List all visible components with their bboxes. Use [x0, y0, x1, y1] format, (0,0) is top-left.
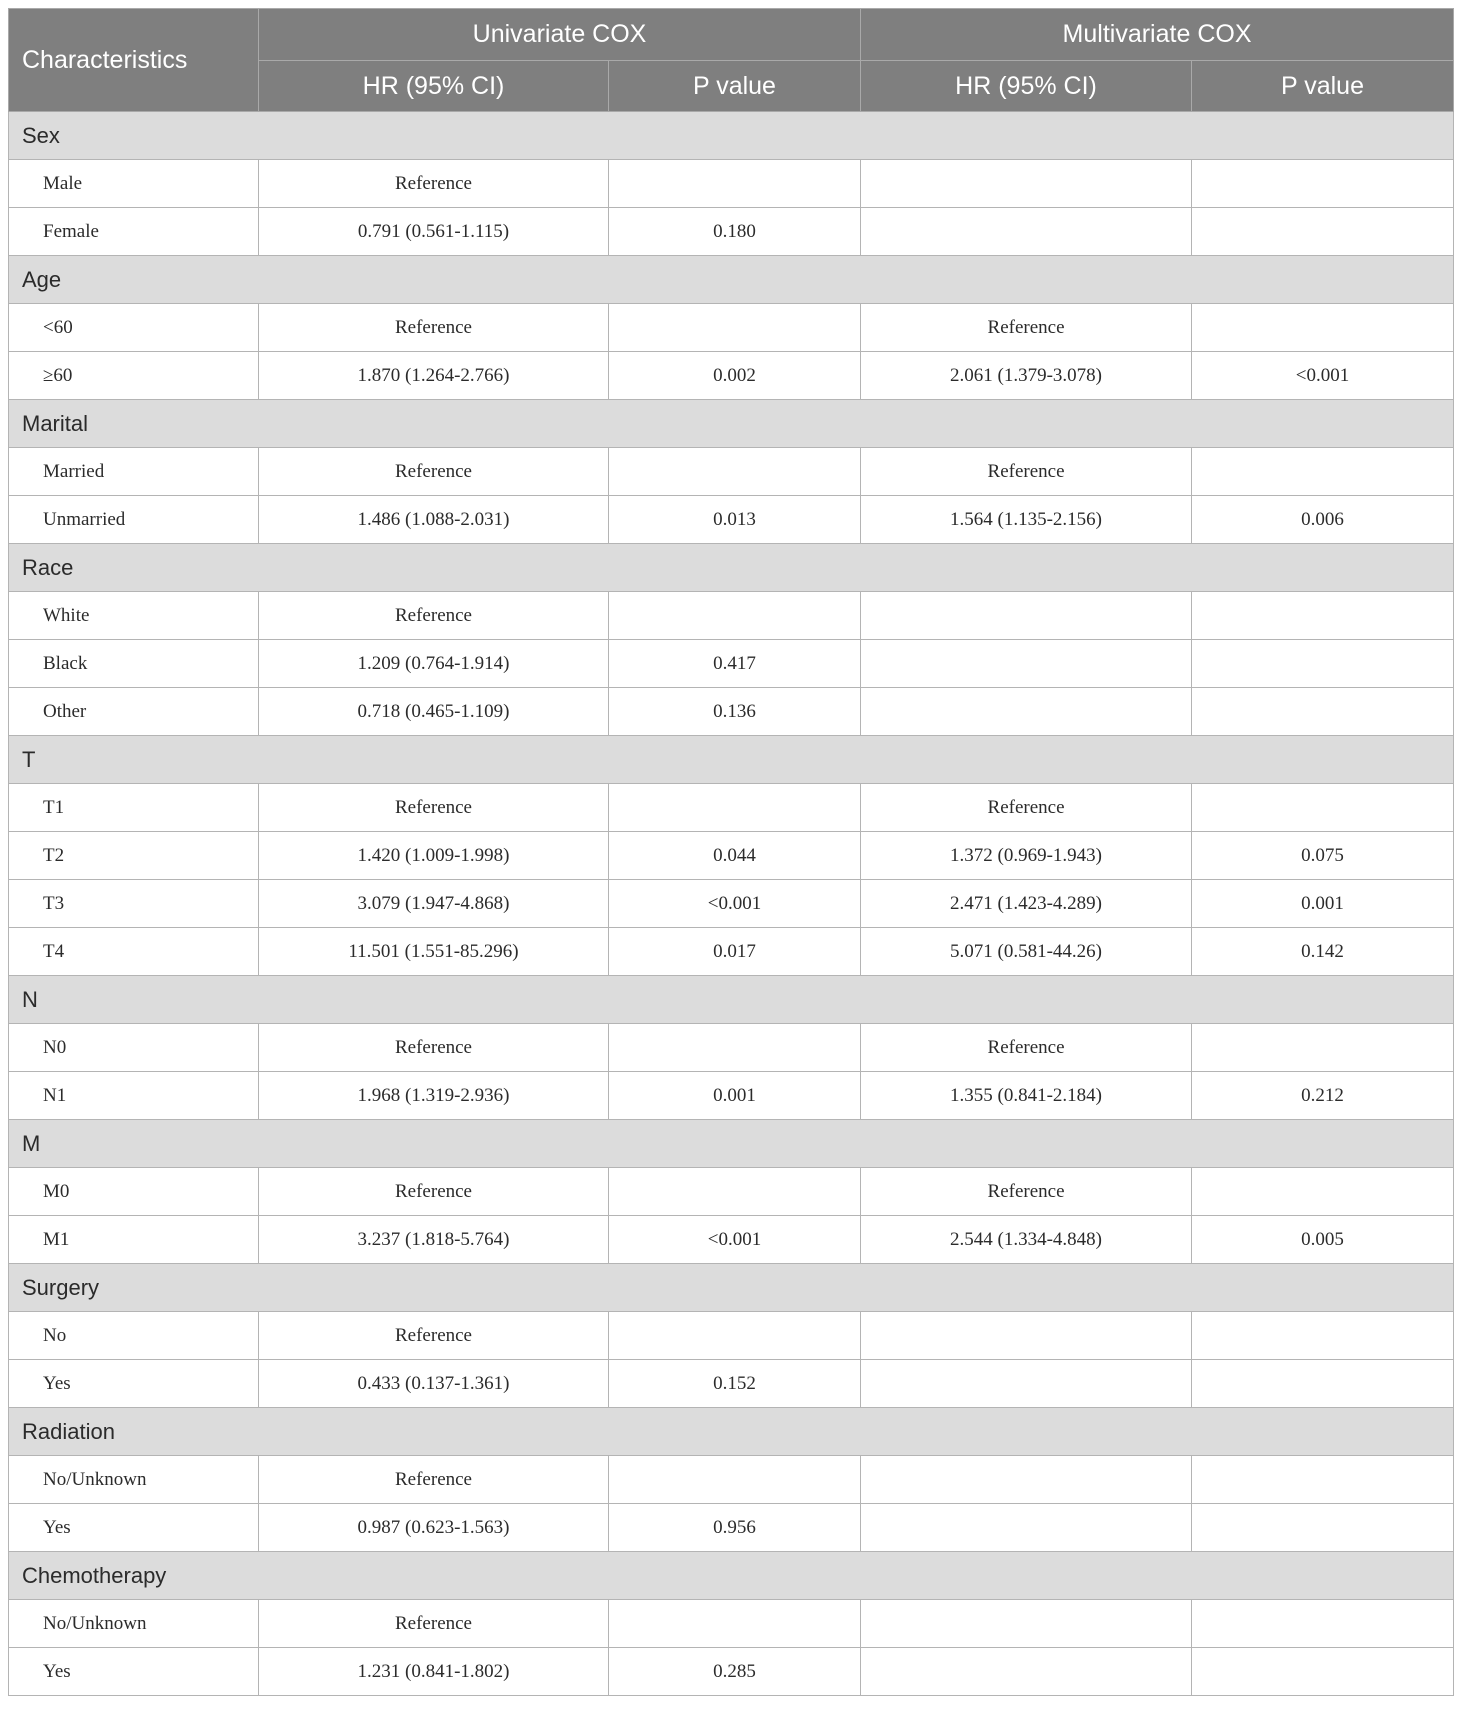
section-label: T — [9, 736, 1454, 784]
table-row — [9, 1216, 1454, 1264]
multivariate-hr-cell — [861, 1600, 1192, 1648]
table-row — [9, 832, 1454, 880]
table-row — [9, 160, 1454, 208]
univariate-hr-cell: 0.718 (0.465-1.109) — [259, 688, 609, 736]
univariate-hr-cell: Reference — [259, 592, 609, 640]
multivariate-hr-cell: 2.061 (1.379-3.078) — [861, 352, 1192, 400]
row-label: Unmarried — [9, 496, 259, 544]
multivariate-p-cell: 0.142 — [1192, 928, 1454, 976]
multivariate-p-cell — [1192, 1312, 1454, 1360]
section-row — [9, 112, 1454, 160]
table-row — [9, 1648, 1454, 1696]
multivariate-p-cell: 0.001 — [1192, 880, 1454, 928]
multivariate-p-cell: <0.001 — [1192, 352, 1454, 400]
section-label: Race — [9, 544, 1454, 592]
section-label: Marital — [9, 400, 1454, 448]
multivariate-p-cell — [1192, 784, 1454, 832]
multivariate-hr-cell: 1.355 (0.841-2.184) — [861, 1072, 1192, 1120]
section-row — [9, 1120, 1454, 1168]
multivariate-hr-cell — [861, 208, 1192, 256]
univariate-p-cell: 0.180 — [609, 208, 861, 256]
univariate-p-cell — [609, 592, 861, 640]
section-row — [9, 544, 1454, 592]
row-label: ≥60 — [9, 352, 259, 400]
univariate-p-cell: 0.044 — [609, 832, 861, 880]
univariate-hr-cell: 1.231 (0.841-1.802) — [259, 1648, 609, 1696]
table-row — [9, 1504, 1454, 1552]
multivariate-p-cell — [1192, 208, 1454, 256]
multivariate-p-cell: 0.005 — [1192, 1216, 1454, 1264]
row-label: T1 — [9, 784, 259, 832]
cox-regression-table — [8, 8, 1454, 1696]
univariate-p-cell — [609, 1600, 861, 1648]
univariate-hr-cell: 1.870 (1.264-2.766) — [259, 352, 609, 400]
section-label: Chemotherapy — [9, 1552, 1454, 1600]
table-row — [9, 1600, 1454, 1648]
multivariate-hr-cell: Reference — [861, 1168, 1192, 1216]
univariate-hr-cell: Reference — [259, 1312, 609, 1360]
row-label: Male — [9, 160, 259, 208]
row-label: No — [9, 1312, 259, 1360]
univariate-p-cell: 0.136 — [609, 688, 861, 736]
table-row — [9, 352, 1454, 400]
univariate-hr-cell: Reference — [259, 1600, 609, 1648]
univariate-p-cell — [609, 1024, 861, 1072]
univariate-hr-cell: 1.486 (1.088-2.031) — [259, 496, 609, 544]
univariate-hr-cell: 1.209 (0.764-1.914) — [259, 640, 609, 688]
multivariate-hr-cell: 2.544 (1.334-4.848) — [861, 1216, 1192, 1264]
table-row — [9, 784, 1454, 832]
row-label: T3 — [9, 880, 259, 928]
multivariate-hr-cell — [861, 1504, 1192, 1552]
section-row — [9, 1408, 1454, 1456]
multivariate-p-cell — [1192, 1024, 1454, 1072]
header-multivariate: Multivariate COX — [861, 9, 1454, 61]
univariate-p-cell: 0.013 — [609, 496, 861, 544]
multivariate-hr-cell: 2.471 (1.423-4.289) — [861, 880, 1192, 928]
table-row — [9, 1312, 1454, 1360]
table-body — [9, 112, 1454, 1696]
univariate-p-cell — [609, 1312, 861, 1360]
table-row — [9, 304, 1454, 352]
univariate-hr-cell: Reference — [259, 1456, 609, 1504]
row-label: Black — [9, 640, 259, 688]
multivariate-hr-cell: Reference — [861, 784, 1192, 832]
section-row — [9, 256, 1454, 304]
multivariate-hr-cell — [861, 1360, 1192, 1408]
table-row — [9, 592, 1454, 640]
multivariate-hr-cell: Reference — [861, 304, 1192, 352]
multivariate-hr-cell — [861, 1648, 1192, 1696]
multivariate-hr-cell — [861, 160, 1192, 208]
univariate-p-cell: 0.417 — [609, 640, 861, 688]
univariate-hr-cell: Reference — [259, 784, 609, 832]
table-row — [9, 208, 1454, 256]
multivariate-p-cell — [1192, 640, 1454, 688]
multivariate-hr-cell — [861, 1456, 1192, 1504]
multivariate-p-cell: 0.212 — [1192, 1072, 1454, 1120]
multivariate-hr-cell: Reference — [861, 448, 1192, 496]
section-label: M — [9, 1120, 1454, 1168]
row-label: Other — [9, 688, 259, 736]
multivariate-hr-cell — [861, 688, 1192, 736]
univariate-hr-cell: 0.987 (0.623-1.563) — [259, 1504, 609, 1552]
univariate-hr-cell: Reference — [259, 160, 609, 208]
univariate-p-cell — [609, 1168, 861, 1216]
table-row — [9, 448, 1454, 496]
univariate-p-cell: 0.017 — [609, 928, 861, 976]
table-row — [9, 1360, 1454, 1408]
row-label: Yes — [9, 1360, 259, 1408]
multivariate-hr-cell — [861, 640, 1192, 688]
section-row — [9, 1552, 1454, 1600]
table-row — [9, 880, 1454, 928]
header-row-1 — [9, 9, 1454, 61]
univariate-hr-cell: 1.968 (1.319-2.936) — [259, 1072, 609, 1120]
multivariate-p-cell — [1192, 1600, 1454, 1648]
multivariate-p-cell — [1192, 1360, 1454, 1408]
row-label: N1 — [9, 1072, 259, 1120]
row-label: M0 — [9, 1168, 259, 1216]
univariate-p-cell: 0.956 — [609, 1504, 861, 1552]
univariate-p-cell — [609, 448, 861, 496]
row-label: N0 — [9, 1024, 259, 1072]
header-uni-hr: HR (95% CI) — [259, 61, 609, 112]
section-label: N — [9, 976, 1454, 1024]
univariate-p-cell — [609, 160, 861, 208]
table-row — [9, 1168, 1454, 1216]
univariate-p-cell: 0.152 — [609, 1360, 861, 1408]
row-label: <60 — [9, 304, 259, 352]
row-label: T2 — [9, 832, 259, 880]
univariate-hr-cell: Reference — [259, 304, 609, 352]
univariate-hr-cell: 0.791 (0.561-1.115) — [259, 208, 609, 256]
univariate-hr-cell: 1.420 (1.009-1.998) — [259, 832, 609, 880]
row-label: M1 — [9, 1216, 259, 1264]
multivariate-p-cell — [1192, 160, 1454, 208]
multivariate-hr-cell: 1.372 (0.969-1.943) — [861, 832, 1192, 880]
table-header — [9, 9, 1454, 112]
header-uni-p: P value — [609, 61, 861, 112]
multivariate-p-cell — [1192, 688, 1454, 736]
multivariate-p-cell — [1192, 1648, 1454, 1696]
row-label: Female — [9, 208, 259, 256]
multivariate-hr-cell: Reference — [861, 1024, 1192, 1072]
univariate-hr-cell: Reference — [259, 1168, 609, 1216]
multivariate-p-cell — [1192, 448, 1454, 496]
row-label: Yes — [9, 1648, 259, 1696]
univariate-p-cell: 0.001 — [609, 1072, 861, 1120]
section-row — [9, 400, 1454, 448]
multivariate-p-cell: 0.006 — [1192, 496, 1454, 544]
multivariate-p-cell — [1192, 1456, 1454, 1504]
univariate-hr-cell: 3.237 (1.818-5.764) — [259, 1216, 609, 1264]
section-label: Sex — [9, 112, 1454, 160]
univariate-p-cell: 0.285 — [609, 1648, 861, 1696]
section-row — [9, 1264, 1454, 1312]
row-label: T4 — [9, 928, 259, 976]
multivariate-p-cell — [1192, 1168, 1454, 1216]
univariate-hr-cell: 3.079 (1.947-4.868) — [259, 880, 609, 928]
header-characteristics: Characteristics — [9, 9, 259, 112]
univariate-p-cell: 0.002 — [609, 352, 861, 400]
table-row — [9, 496, 1454, 544]
multivariate-hr-cell: 5.071 (0.581-44.26) — [861, 928, 1192, 976]
row-label: White — [9, 592, 259, 640]
header-multi-hr: HR (95% CI) — [861, 61, 1192, 112]
table-row — [9, 688, 1454, 736]
table-row — [9, 1456, 1454, 1504]
header-univariate: Univariate COX — [259, 9, 861, 61]
section-row — [9, 976, 1454, 1024]
univariate-hr-cell: Reference — [259, 448, 609, 496]
univariate-p-cell — [609, 784, 861, 832]
multivariate-hr-cell — [861, 1312, 1192, 1360]
univariate-p-cell — [609, 1456, 861, 1504]
section-row — [9, 736, 1454, 784]
multivariate-p-cell — [1192, 592, 1454, 640]
row-label: No/Unknown — [9, 1600, 259, 1648]
univariate-p-cell — [609, 304, 861, 352]
section-label: Radiation — [9, 1408, 1454, 1456]
table-row — [9, 640, 1454, 688]
table-row — [9, 1072, 1454, 1120]
table-row — [9, 928, 1454, 976]
row-label: Married — [9, 448, 259, 496]
section-label: Age — [9, 256, 1454, 304]
univariate-p-cell: <0.001 — [609, 1216, 861, 1264]
section-label: Surgery — [9, 1264, 1454, 1312]
univariate-hr-cell: Reference — [259, 1024, 609, 1072]
table-row — [9, 1024, 1454, 1072]
cox-regression-table-container — [8, 8, 1453, 1696]
multivariate-p-cell — [1192, 1504, 1454, 1552]
univariate-hr-cell: 0.433 (0.137-1.361) — [259, 1360, 609, 1408]
univariate-hr-cell: 11.501 (1.551-85.296) — [259, 928, 609, 976]
row-label: Yes — [9, 1504, 259, 1552]
header-multi-p: P value — [1192, 61, 1454, 112]
multivariate-p-cell: 0.075 — [1192, 832, 1454, 880]
multivariate-hr-cell: 1.564 (1.135-2.156) — [861, 496, 1192, 544]
multivariate-p-cell — [1192, 304, 1454, 352]
row-label: No/Unknown — [9, 1456, 259, 1504]
univariate-p-cell: <0.001 — [609, 880, 861, 928]
multivariate-hr-cell — [861, 592, 1192, 640]
